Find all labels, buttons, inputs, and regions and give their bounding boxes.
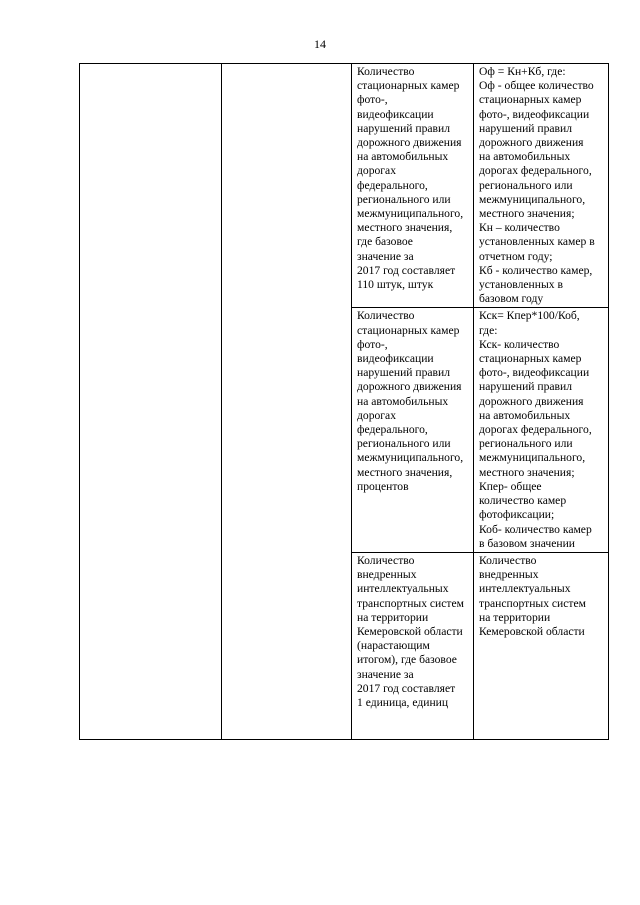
- table-cell-empty: [80, 64, 222, 740]
- table-cell-empty: [222, 64, 352, 740]
- indicator-cell: Количество внедренных интеллектуальных транспортных систем на территории Кемеровской области (нарастающим итогом), где базовое значение за 2017 год составляет 1 единица, единиц: [352, 552, 474, 739]
- indicators-table: [79, 63, 609, 740]
- formula-cell: Кск= Кпер*100/Коб, где: Кск- количество стационарных камер фото-, видеофиксации нарушений правил дорожного движения на автомобильных дорогах федерального, регионального или межмуниципального, местного значения; Кпер- общее количество камер фотофиксации; Коб- количество камер в базовом значении: [474, 308, 609, 552]
- indicator-cell: Количество стационарных камер фото-, видеофиксации нарушений правил дорожного движения на автомобильных дорогах федерального, регионального или межмуниципального, местного значения, процентов: [352, 308, 474, 552]
- indicator-cell: Количество стационарных камер фото-, видеофиксации нарушений правил дорожного движения на автомобильных дорогах федерального, регионального или межмуниципального, местного значения, где базовое значение за 2017 год составляет 110 штук, штук: [352, 64, 474, 308]
- formula-cell: Оф = Кн+Кб, где: Оф - общее количество стационарных камер фото-, видеофиксации нарушений правил дорожного движения на автомобильных дорогах федерального, регионального или межмуниципального, местного значения; Кн – количество установленных камер в отчетном году; Кб - количество камер, установленных в базовом году: [474, 64, 609, 308]
- formula-cell: Количество внедренных интеллектуальных транспортных систем на территории Кемеровской области: [474, 552, 609, 739]
- page-number: 14: [314, 37, 326, 51]
- table-row: [80, 64, 609, 308]
